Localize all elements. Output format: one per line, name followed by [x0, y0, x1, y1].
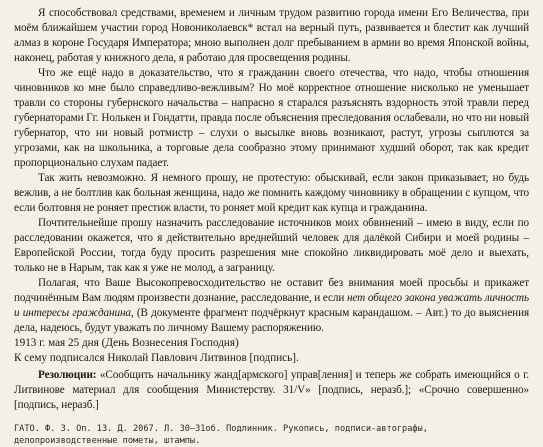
paragraph-3: Так жить невозможно. Я немного прошу, не протестую: обыскивай, если закон приказывает, но будь вежлив, а не болтлив как больная женщина, надо же помнить каждому чиновнику в обращении с купцом, что если болтовня не роняет престиж власти, то роняет мой кредит как купца и гражданина.: [14, 172, 529, 214]
paragraph-5-start: Полагая, что Ваше Высокопревосходительство не оставит без внимания моей просьбы и прикажет подчинённым Вам людям произвести дознание, расследование, и если: [14, 277, 529, 304]
resolutions-text: «Сообщить начальнику жанд[армского] управ[ления] и теперь же собрать имеющийся о г. Литвинове материал для сообщения Министерству. 31/V» [подпись, неразб.]; «Срочно совершенно» [подпись, неразб.]: [14, 369, 529, 411]
source-line-1: ГАТО. Ф. 3. Оп. 13. Д. 2067. Л. 30–31об. Подлинник. Рукопись, подписи-автографы,: [14, 424, 428, 434]
resolutions-label: Резолюции:: [38, 369, 97, 381]
paragraph-4: Почтительнейше прошу назначить расследование источников моих обвинений – имею в виду, если по расследовании окажется, что я действительно вреднейший человек для далёкой Сибири и моей родины – Европейской России, тогда буду просить разрешения мне спокойно ликвидировать моё дело и выехать, только не в Нарым, так как я уже не молод, а заграницу.: [14, 217, 529, 274]
paragraph-5-end: (В документе фрагмент подчёркнут красным карандашом. – Авт.) то до выяснения дела, надеюсь, будут уважать по личному Вашему распоряжению.: [14, 307, 530, 334]
paragraph-5-italic: нет общего закона уважать личность и интересы гражданина,: [14, 292, 529, 319]
paragraph-2: Что же ещё надо в доказательство, что я гражданин своего отечества, что надо, чтобы отношения чиновников ко мне было справедливо-вежливым? Но моё корректное отношение нисколько не уменьшает травли со стороны губернского начальства – напрасно я старался разъяснять вздорность этой травли перед губернаторами Гг. Нолькен и Гондатти, правда после объяснения преследования ослабевали, но что ни новый губернатор, что ни новый ротмистр – слухи о высылке вновь возникают, растут, угрозы сыплются за угрозами, как на школьника, а торговые дела сообразно этому принимают худший оборот, так как кредит пропорционально слухам падает.: [14, 67, 529, 169]
resolutions: [14, 368, 529, 413]
source-line-2: делопроизводственные пометы, штампы.: [14, 436, 201, 446]
date-line: 1913 г. мая 25 дня (День Вознесения Господня): [14, 337, 239, 349]
paragraph-5: [14, 276, 529, 336]
paragraph-1: Я способствовал средствами, временем и личным трудом развитию города имени Его Величества, при моём ближайшем участии город Новониколаевск* встал на верный путь, развивается и блестит как лучший алмаз в короне Государя Императора; мною выполнен долг пребыванием в армии во время Японской войны, наконец, работая у книжного дела, я работаю для просвещения родины.: [14, 7, 529, 64]
archive-source: [14, 423, 529, 447]
signature-line: К сему подписался Николай Павлович Литвинов [подпись].: [14, 352, 299, 364]
